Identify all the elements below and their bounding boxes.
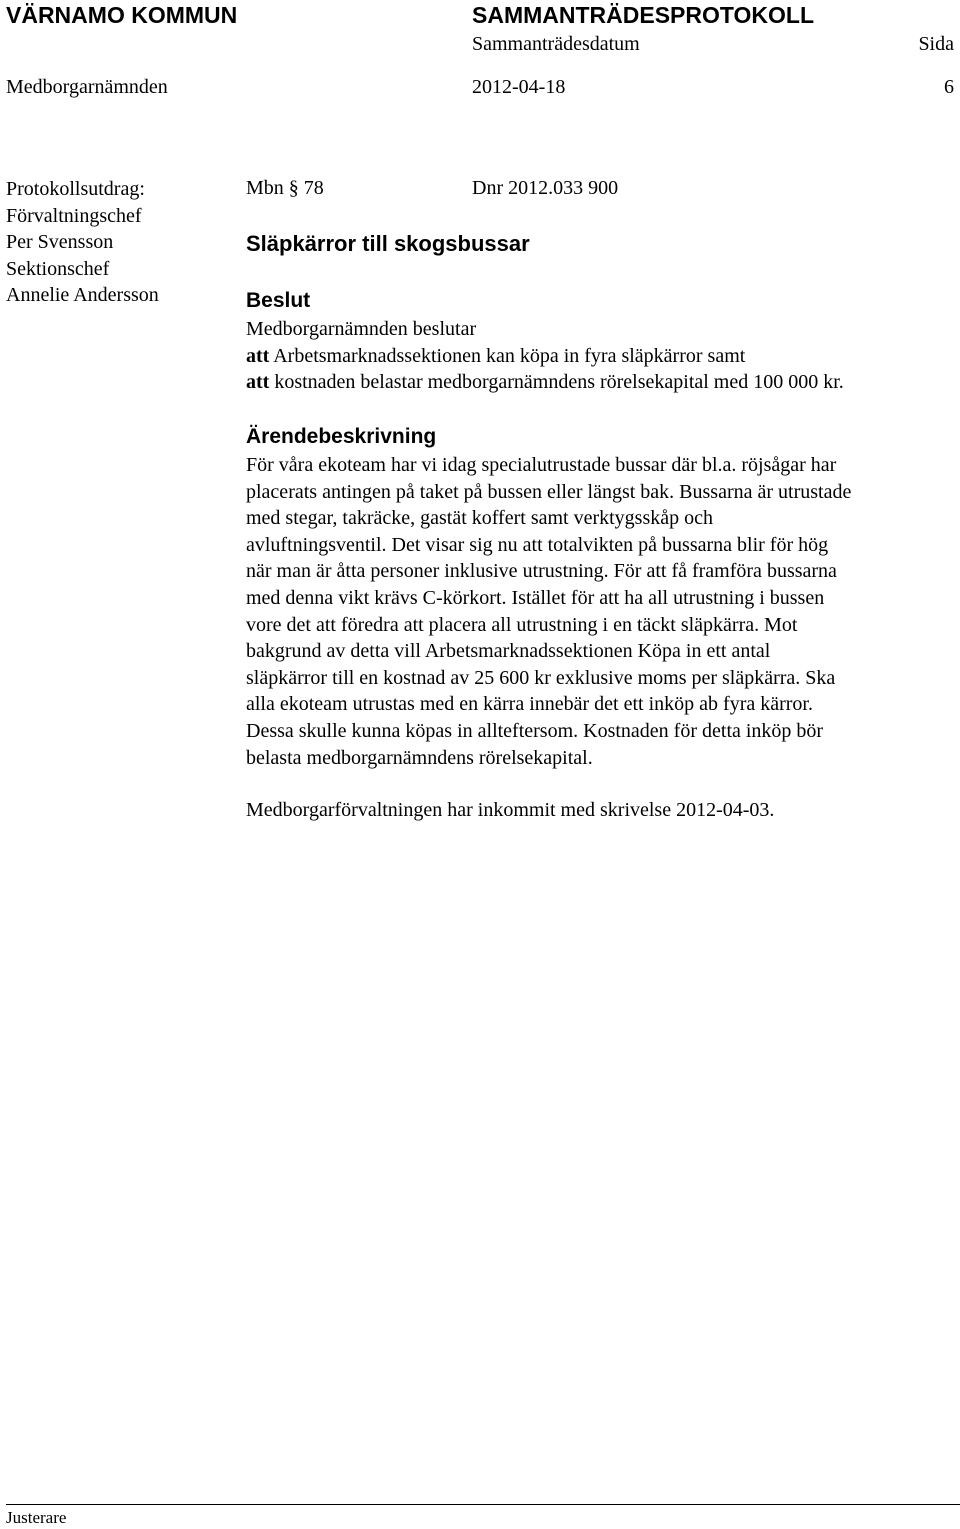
distribution-heading: Protokollsutdrag: — [6, 178, 145, 200]
case-title: Släpkärror till skogsbussar — [246, 231, 530, 256]
distribution-line: Annelie Andersson — [6, 284, 159, 306]
decision-item-text: kostnaden belastar medborgarnämndens rörelsekapital med 100 000 kr. — [269, 371, 844, 394]
page-label: Sida — [918, 33, 954, 55]
paragraph-number: Mbn § 78 — [246, 177, 324, 199]
document-type: SAMMANTRÄDESPROTOKOLL — [472, 2, 815, 28]
decision-item — [246, 343, 954, 370]
closing-statement: Medborgarförvaltningen har inkommit med skrivelse 2012-04-03. — [246, 799, 775, 821]
date-label: Sammanträdesdatum — [472, 33, 640, 55]
description-line: alla ekoteam utrustas med en kärra innebär det ett inköp ab fyra kärror. — [246, 693, 813, 716]
description-line: avluftningsventil. Det visar sig nu att totalvikten på bussarna blir för hög — [246, 533, 829, 556]
description-line: placerats antingen på taket på bussen eller längst bak. Bussarna är utrustade — [246, 480, 852, 503]
description-heading: Ärendebeskrivning — [246, 425, 437, 448]
description-line: med stegar, takräcke, gastät koffert samt verktygsskåp och — [246, 507, 714, 530]
description-body — [246, 452, 954, 771]
decision-item — [246, 369, 954, 396]
decision-body — [246, 316, 954, 396]
decision-heading: Beslut — [246, 289, 311, 312]
decision-intro: Medborgarnämnden beslutar — [246, 318, 477, 340]
description-line: när man är åtta personer inklusive utrustning. För att få framföra bussarna — [246, 560, 837, 583]
distribution-line: Förvaltningschef — [6, 204, 142, 227]
footer-label: Justerare — [6, 1508, 67, 1527]
description-line: belasta medborgarnämndens rörelsekapital. — [246, 746, 593, 769]
description-line: Dessa skulle kunna köpas in allteftersom. Kostnaden för detta inköp bör — [246, 719, 824, 742]
distribution-line: Per Svensson — [6, 231, 114, 253]
description-line: För våra ekoteam har vi idag specialutrustade bussar där bl.a. röjsågar har — [246, 454, 837, 476]
meeting-date: 2012-04-18 — [472, 76, 566, 98]
footer-divider — [6, 1504, 960, 1505]
diary-number: Dnr 2012.033 900 — [472, 177, 619, 199]
description-line: släpkärror till en kostnad av 25 600 kr exklusive moms per släpkärra. Ska — [246, 666, 836, 689]
organization-name: VÄRNAMO KOMMUN — [6, 2, 238, 28]
committee-name: Medborgarnämnden — [6, 76, 168, 98]
decision-keyword: att — [246, 344, 270, 367]
description-line: bakgrund av detta vill Arbetsmarknadssektionen Köpa in ett antal — [246, 640, 771, 663]
decision-keyword: att — [246, 371, 270, 394]
description-line: vore det att föredra att placera all utrustning i en täckt släpkärra. Mot — [246, 613, 798, 636]
description-line: med denna vikt krävs C-körkort. Istället för att ha all utrustning i bussen — [246, 586, 825, 609]
decision-item-text: Arbetsmarknadssektionen kan köpa in fyra släpkärror samt — [269, 344, 746, 367]
distribution-line: Sektionschef — [6, 257, 110, 280]
distribution-list — [6, 176, 159, 309]
page-number: 6 — [944, 76, 954, 98]
